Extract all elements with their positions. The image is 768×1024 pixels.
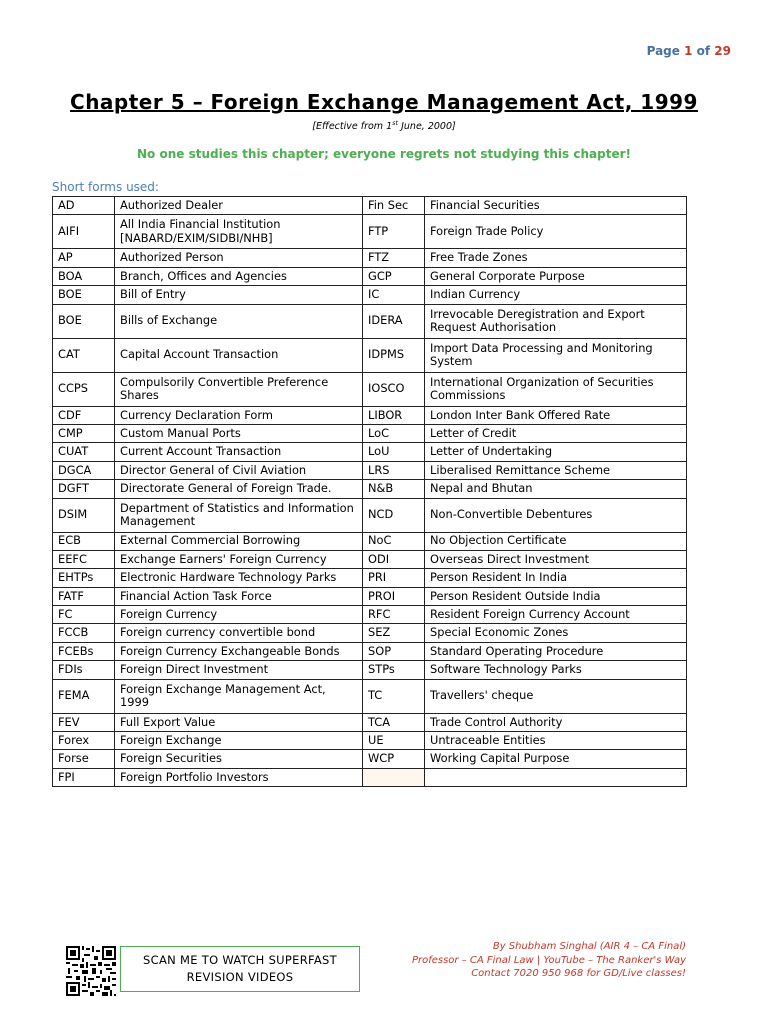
definition-cell: Untraceable Entities: [425, 732, 687, 750]
abbreviation-cell: STPs: [363, 661, 425, 679]
definition-cell: Foreign Currency Exchangeable Bonds: [115, 642, 363, 660]
definition-cell: Foreign Exchange: [115, 732, 363, 750]
abbreviation-cell: [363, 768, 425, 786]
abbreviation-cell: CDF: [53, 406, 115, 424]
abbreviation-cell: FATF: [53, 587, 115, 605]
abbreviation-cell: AIFI: [53, 215, 115, 249]
definition-cell: Financial Securities: [425, 197, 687, 215]
abbreviation-cell: LoC: [363, 424, 425, 442]
abbreviation-cell: ODI: [363, 550, 425, 568]
definition-cell: Non-Convertible Debentures: [425, 498, 687, 532]
table-row: [53, 249, 687, 267]
abbreviation-cell: SOP: [363, 642, 425, 660]
definition-cell: External Commercial Borrowing: [115, 532, 363, 550]
definition-cell: Standard Operating Procedure: [425, 642, 687, 660]
definition-cell: Capital Account Transaction: [115, 338, 363, 372]
abbreviation-cell: DGFT: [53, 480, 115, 498]
table-row: [53, 197, 687, 215]
table-row: [53, 443, 687, 461]
table-row: [53, 267, 687, 285]
definition-cell: Foreign currency convertible bond: [115, 624, 363, 642]
definition-cell: Nepal and Bhutan: [425, 480, 687, 498]
abbreviation-cell: IDERA: [363, 304, 425, 338]
table-row: [53, 642, 687, 660]
page-number: [647, 44, 731, 58]
abbreviation-cell: EHTPs: [53, 569, 115, 587]
definition-cell: Authorized Dealer: [115, 197, 363, 215]
abbreviation-cell: LIBOR: [363, 406, 425, 424]
table-row: [53, 461, 687, 479]
abbreviation-cell: CUAT: [53, 443, 115, 461]
effective-superscript: st: [392, 119, 399, 127]
table-row: [53, 286, 687, 304]
table-row: [53, 587, 687, 605]
abbreviation-cell: CMP: [53, 424, 115, 442]
abbreviation-cell: FEV: [53, 713, 115, 731]
table-row: [53, 679, 687, 713]
short-forms-table-body: [53, 197, 687, 787]
definition-cell: Foreign Direct Investment: [115, 661, 363, 679]
definition-cell: Resident Foreign Currency Account: [425, 606, 687, 624]
definition-cell: Current Account Transaction: [115, 443, 363, 461]
abbreviation-cell: LoU: [363, 443, 425, 461]
definition-cell: Foreign Portfolio Investors: [115, 768, 363, 786]
abbreviation-cell: BOE: [53, 286, 115, 304]
definition-cell: Exchange Earners' Foreign Currency: [115, 550, 363, 568]
definition-cell: Person Resident In India: [425, 569, 687, 587]
abbreviation-cell: RFC: [363, 606, 425, 624]
definition-cell: Full Export Value: [115, 713, 363, 731]
table-row: [53, 338, 687, 372]
abbreviation-cell: Forex: [53, 732, 115, 750]
definition-cell: General Corporate Purpose: [425, 267, 687, 285]
page-prefix: Page: [646, 44, 680, 58]
definition-cell: Letter of Credit: [425, 424, 687, 442]
definition-cell: Foreign Trade Policy: [425, 215, 687, 249]
abbreviation-cell: IOSCO: [363, 372, 425, 406]
definition-cell: Special Economic Zones: [425, 624, 687, 642]
abbreviation-cell: SEZ: [363, 624, 425, 642]
qr-code-icon[interactable]: [66, 946, 116, 996]
table-row: [53, 424, 687, 442]
abbreviation-cell: AD: [53, 197, 115, 215]
definition-cell: Bills of Exchange: [115, 304, 363, 338]
definition-cell: Irrevocable Deregistration and Export Request Authorisation: [425, 304, 687, 338]
abbreviation-cell: IDPMS: [363, 338, 425, 372]
definition-cell: Person Resident Outside India: [425, 587, 687, 605]
abbreviation-cell: NCD: [363, 498, 425, 532]
abbreviation-cell: DGCA: [53, 461, 115, 479]
definition-cell: Foreign Currency: [115, 606, 363, 624]
abbreviation-cell: BOA: [53, 267, 115, 285]
definition-cell: All India Financial Institution [NABARD/EXIM/SIDBI/NHB]: [115, 215, 363, 249]
definition-cell: Director General of Civil Aviation: [115, 461, 363, 479]
definition-cell: Financial Action Task Force: [115, 587, 363, 605]
definition-cell: Directorate General of Foreign Trade.: [115, 480, 363, 498]
definition-cell: Foreign Securities: [115, 750, 363, 768]
table-row: [53, 480, 687, 498]
table-row: [53, 606, 687, 624]
abbreviation-cell: FC: [53, 606, 115, 624]
abbreviation-cell: FCEBs: [53, 642, 115, 660]
abbreviation-cell: ECB: [53, 532, 115, 550]
scan-me-box[interactable]: [120, 946, 360, 992]
table-row: [53, 498, 687, 532]
author-line2: Professor – CA Final Law | YouTube – The Ranker's Way: [411, 954, 686, 966]
author-line3: Contact 7020 950 968 for GD/Live classes!: [471, 968, 686, 979]
abbreviation-cell: CAT: [53, 338, 115, 372]
table-row: [53, 372, 687, 406]
table-row: [53, 768, 687, 786]
page-total: 29: [714, 44, 731, 58]
abbreviation-cell: TCA: [363, 713, 425, 731]
definition-cell: Working Capital Purpose: [425, 750, 687, 768]
effective-prefix: [Effective from 1: [312, 121, 393, 133]
definition-cell: Authorized Person: [115, 249, 363, 267]
short-forms-table: [52, 196, 687, 787]
abbreviation-cell: GCP: [363, 267, 425, 285]
scan-box-line2: REVISION VIDEOS: [186, 970, 294, 984]
chapter-title: Chapter 5 – Foreign Exchange Management Act, 1999: [70, 90, 698, 114]
table-row: [53, 732, 687, 750]
table-row: [53, 750, 687, 768]
abbreviation-cell: CCPS: [53, 372, 115, 406]
abbreviation-cell: DSIM: [53, 498, 115, 532]
table-row: [53, 215, 687, 249]
page-of: of: [696, 44, 711, 58]
abbreviation-cell: WCP: [363, 750, 425, 768]
table-row: [53, 550, 687, 568]
table-row: [53, 406, 687, 424]
table-row: [53, 713, 687, 731]
page-current: 1: [684, 44, 693, 58]
abbreviation-cell: NoC: [363, 532, 425, 550]
definition-cell: Travellers' cheque: [425, 679, 687, 713]
table-row: [53, 532, 687, 550]
definition-cell: International Organization of Securities Commissions: [425, 372, 687, 406]
abbreviation-cell: FTP: [363, 215, 425, 249]
abbreviation-cell: PROI: [363, 587, 425, 605]
definition-cell: Liberalised Remittance Scheme: [425, 461, 687, 479]
definition-cell: Electronic Hardware Technology Parks: [115, 569, 363, 587]
abbreviation-cell: Forse: [53, 750, 115, 768]
abbreviation-cell: BOE: [53, 304, 115, 338]
short-forms-label: Short forms used:: [52, 180, 159, 194]
definition-cell: No Objection Certificate: [425, 532, 687, 550]
table-row: [53, 569, 687, 587]
abbreviation-cell: FEMA: [53, 679, 115, 713]
table-row: [53, 624, 687, 642]
abbreviation-cell: Fin Sec: [363, 197, 425, 215]
definition-cell: Foreign Exchange Management Act, 1999: [115, 679, 363, 713]
abbreviation-cell: N&B: [363, 480, 425, 498]
effective-date: [0, 119, 768, 132]
definition-cell: Import Data Processing and Monitoring System: [425, 338, 687, 372]
definition-cell: Custom Manual Ports: [115, 424, 363, 442]
author-credit: [412, 940, 686, 981]
definition-cell: Letter of Undertaking: [425, 443, 687, 461]
effective-suffix: June, 2000]: [398, 121, 456, 133]
definition-cell: Branch, Offices and Agencies: [115, 267, 363, 285]
definition-cell: Software Technology Parks: [425, 661, 687, 679]
definition-cell: Department of Statistics and Information Management: [115, 498, 363, 532]
definition-cell: Currency Declaration Form: [115, 406, 363, 424]
definition-cell: Trade Control Authority: [425, 713, 687, 731]
abbreviation-cell: UE: [363, 732, 425, 750]
abbreviation-cell: EEFC: [53, 550, 115, 568]
abbreviation-cell: FCCB: [53, 624, 115, 642]
definition-cell: Indian Currency: [425, 286, 687, 304]
table-row: [53, 304, 687, 338]
definition-cell: Overseas Direct Investment: [425, 550, 687, 568]
definition-cell: London Inter Bank Offered Rate: [425, 406, 687, 424]
definition-cell: Compulsorily Convertible Preference Shares: [115, 372, 363, 406]
abbreviation-cell: LRS: [363, 461, 425, 479]
author-line1: By Shubham Singhal (AIR 4 – CA Final): [492, 941, 686, 952]
definition-cell: [425, 768, 687, 786]
definition-cell: Bill of Entry: [115, 286, 363, 304]
abbreviation-cell: AP: [53, 249, 115, 267]
abbreviation-cell: IC: [363, 286, 425, 304]
abbreviation-cell: FDIs: [53, 661, 115, 679]
definition-cell: Free Trade Zones: [425, 249, 687, 267]
abbreviation-cell: FPI: [53, 768, 115, 786]
table-row: [53, 661, 687, 679]
abbreviation-cell: FTZ: [363, 249, 425, 267]
scan-box-line1: SCAN ME TO WATCH SUPERFAST: [143, 952, 337, 967]
chapter-motto: No one studies this chapter; everyone regrets not studying this chapter!: [137, 147, 631, 161]
abbreviation-cell: TC: [363, 679, 425, 713]
abbreviation-cell: PRI: [363, 569, 425, 587]
